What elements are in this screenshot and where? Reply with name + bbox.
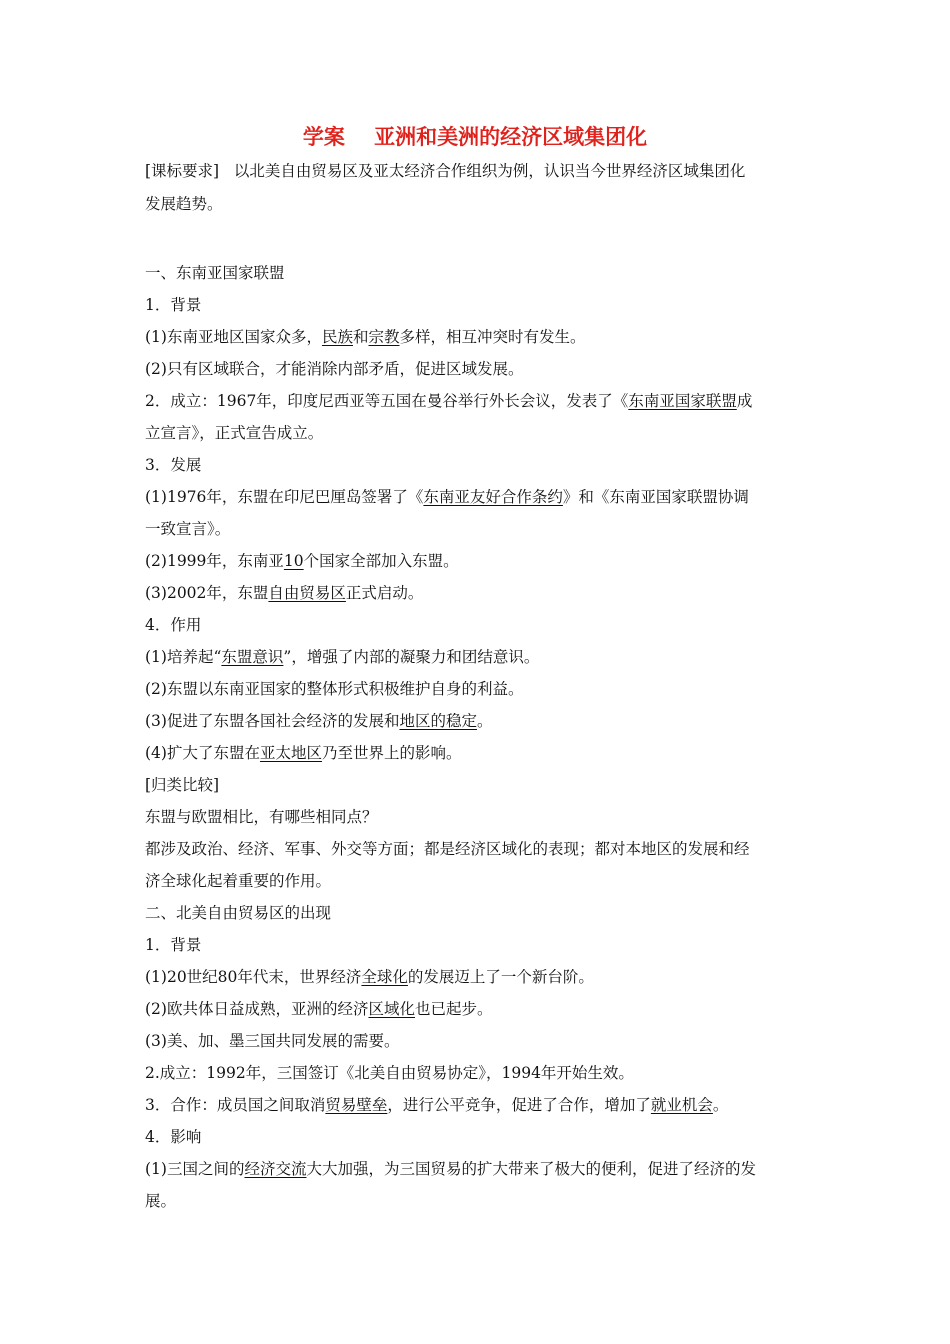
paragraph — [145, 966, 815, 988]
section-heading: 二、北美自由贸易区的出现 — [145, 904, 332, 922]
paragraph — [145, 1094, 815, 1116]
text: ，进行公平竞争，促进了合作，增加了 — [387, 1096, 651, 1114]
compare-answer: 都涉及政治、经济、军事、外交等方面；都是经济区域化的表现；都对本地区的发展和经 — [145, 840, 750, 858]
paragraph — [145, 742, 815, 764]
underlined-term: 地区的稳定 — [399, 712, 477, 730]
text: 大大加强，为三国贸易的扩大带来了极大的便利，促进了经济的发 — [306, 1160, 756, 1178]
text: 多样，相互冲突时有发生。 — [399, 328, 586, 346]
text: (2)1999年，东南亚 — [145, 552, 284, 570]
text: 也已起步。 — [414, 1000, 493, 1018]
subheading: 1．背景 — [145, 296, 202, 314]
text: 乃至世界上的影响。 — [321, 744, 462, 762]
compare-answer: 济全球化起着重要的作用。 — [145, 872, 332, 890]
requirement-line — [145, 160, 815, 182]
text: (1)20世纪80年代末，世界经济 — [145, 968, 362, 986]
compare-question: 东盟与欧盟相比，有哪些相同点？ — [145, 808, 378, 826]
text: 。 — [476, 712, 493, 730]
underlined-term: 经济交流 — [244, 1160, 307, 1178]
underlined-term: 宗教 — [368, 328, 400, 346]
requirement-text: 以北美自由贸易区及亚太经济合作组织为例，认识当今世界经济区域集团化 — [233, 162, 746, 180]
underlined-term: 10 — [283, 552, 304, 570]
paragraph: (3)美、加、墨三国共同发展的需要。 — [145, 1032, 400, 1050]
text: 》和《东南亚国家联盟协调 — [562, 488, 749, 506]
subheading: 3．发展 — [145, 456, 202, 474]
paragraph: 2.成立：1992年，三国签订《北美自由贸易协定》，1994年开始生效。 — [145, 1064, 634, 1082]
underlined-term: 东盟意识 — [221, 648, 284, 666]
text: (3)2002年，东盟 — [145, 584, 269, 602]
paragraph — [145, 582, 815, 604]
text: 成 — [736, 392, 753, 410]
underlined-term: 东南亚友好合作条约 — [423, 488, 563, 506]
underlined-term: 全球化 — [361, 968, 408, 986]
paragraph — [145, 486, 815, 508]
text: 。 — [712, 1096, 729, 1114]
compare-tag: [归类比较] — [145, 776, 220, 794]
paragraph — [145, 710, 815, 732]
text: (4)扩大了东盟在 — [145, 744, 260, 762]
text: (1)三国之间的 — [145, 1160, 245, 1178]
underlined-term: 亚太地区 — [259, 744, 322, 762]
underlined-term: 东南亚国家联盟 — [628, 392, 737, 410]
text: ”，增强了内部的凝聚力和团结意识。 — [283, 648, 540, 666]
paragraph — [145, 550, 815, 572]
paragraph: 展。 — [145, 1192, 177, 1210]
paragraph — [145, 646, 815, 668]
text: (3)促进了东盟各国社会经济的发展和 — [145, 712, 400, 730]
section-heading: 一、东南亚国家联盟 — [145, 264, 285, 282]
text: 的发展迈上了一个新台阶。 — [407, 968, 594, 986]
subheading: 1．背景 — [145, 936, 202, 954]
text: (1)东南亚地区国家众多， — [145, 328, 322, 346]
paragraph: 立宣言》，正式宣告成立。 — [145, 424, 324, 442]
subheading: 4．作用 — [145, 616, 202, 634]
text: (1)培养起“ — [145, 648, 222, 666]
underlined-term: 民族 — [321, 328, 353, 346]
underlined-term: 贸易壁垒 — [325, 1096, 388, 1114]
paragraph: (2)只有区域联合，才能消除内部矛盾，促进区域发展。 — [145, 360, 524, 378]
page-title: 学案 亚洲和美洲的经济区域集团化 — [302, 125, 648, 149]
paragraph — [145, 1158, 815, 1180]
paragraph — [145, 390, 815, 412]
subheading: 4．影响 — [145, 1128, 202, 1146]
paragraph: 一致宣言》。 — [145, 520, 231, 538]
text: (2)欧共体日益成熟，亚洲的经济 — [145, 1000, 369, 1018]
text: 和 — [352, 328, 369, 346]
text: 个国家全部加入东盟。 — [303, 552, 459, 570]
text: 2．成立：1967年，印度尼西亚等五国在曼谷举行外长会议，发表了《 — [145, 392, 629, 410]
text: (1)1976年，东盟在印尼巴厘岛签署了《 — [145, 488, 424, 506]
underlined-term: 自由贸易区 — [268, 584, 346, 602]
underlined-term: 就业机会 — [650, 1096, 713, 1114]
requirement-line-2: 发展趋势。 — [145, 195, 223, 213]
paragraph — [145, 998, 815, 1020]
requirement-tag: [课标要求] — [145, 162, 220, 180]
paragraph: (2)东盟以东南亚国家的整体形式积极维护自身的利益。 — [145, 680, 524, 698]
text: 正式启动。 — [345, 584, 424, 602]
underlined-term: 区域化 — [368, 1000, 415, 1018]
text: 3．合作：成员国之间取消 — [145, 1096, 326, 1114]
paragraph — [145, 326, 815, 348]
